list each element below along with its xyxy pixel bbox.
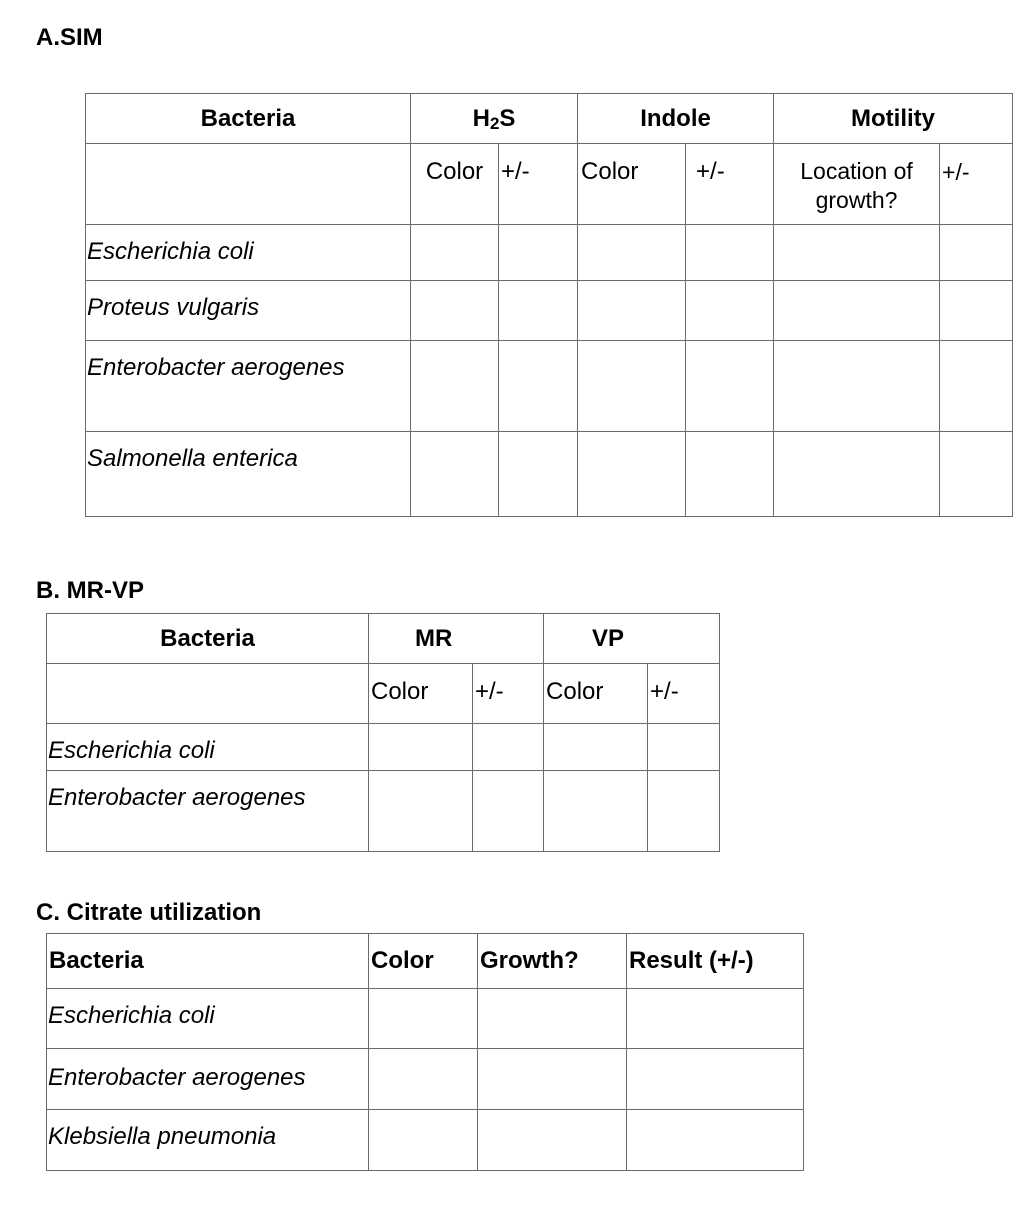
mrvp-input-cell[interactable] — [473, 724, 544, 771]
sim-row-bacteria: Proteus vulgaris — [86, 281, 411, 341]
sim-input-cell[interactable] — [774, 341, 940, 432]
mrvp-subheader-blank — [47, 664, 369, 724]
sim-input-cell[interactable] — [499, 281, 578, 341]
sim-input-cell[interactable] — [499, 341, 578, 432]
sim-input-cell[interactable] — [940, 281, 1013, 341]
mrvp-header-mr: MR — [369, 614, 544, 664]
section-c-title: C. Citrate utilization — [36, 899, 262, 926]
mrvp-subheader-vp-color: Color — [544, 664, 648, 724]
mrvp-row-bacteria: Escherichia coli — [47, 724, 369, 771]
sim-header-motility: Motility — [774, 94, 1013, 144]
sim-header-bacteria: Bacteria — [86, 94, 411, 144]
sim-subheader-indole-pm: +/- — [686, 144, 774, 225]
citrate-input-cell[interactable] — [627, 1049, 804, 1110]
sim-input-cell[interactable] — [411, 225, 499, 281]
mrvp-input-cell[interactable] — [473, 771, 544, 852]
sim-header-indole: Indole — [578, 94, 774, 144]
citrate-header-color: Color — [369, 934, 478, 989]
mrvp-subheader-mr-pm: +/- — [473, 664, 544, 724]
mrvp-input-cell[interactable] — [544, 771, 648, 852]
citrate-header-result: Result (+/-) — [627, 934, 804, 989]
sim-row-bacteria: Escherichia coli — [86, 225, 411, 281]
mrvp-input-cell[interactable] — [648, 771, 720, 852]
citrate-input-cell[interactable] — [478, 989, 627, 1049]
sim-input-cell[interactable] — [411, 341, 499, 432]
citrate-table — [46, 933, 804, 1171]
sim-subheader-indole-color: Color — [578, 144, 686, 225]
sim-input-cell[interactable] — [578, 225, 686, 281]
sim-input-cell[interactable] — [940, 432, 1013, 517]
mrvp-input-cell[interactable] — [544, 724, 648, 771]
sim-input-cell[interactable] — [578, 281, 686, 341]
sim-subheader-h2s-color: Color — [411, 144, 499, 225]
citrate-input-cell[interactable] — [478, 1110, 627, 1171]
sim-input-cell[interactable] — [578, 341, 686, 432]
sim-input-cell[interactable] — [940, 225, 1013, 281]
sim-subheader-motility-pm: +/- — [940, 144, 1013, 225]
mrvp-subheader-mr-color: Color — [369, 664, 473, 724]
mrvp-header-vp: VP — [544, 614, 720, 664]
citrate-row-bacteria: Escherichia coli — [47, 989, 369, 1049]
citrate-input-cell[interactable] — [627, 1110, 804, 1171]
sim-subheader-motility-location: Location of growth? — [774, 144, 940, 225]
mrvp-header-bacteria: Bacteria — [47, 614, 369, 664]
sim-table — [85, 93, 1013, 517]
citrate-input-cell[interactable] — [478, 1049, 627, 1110]
sim-row-bacteria: Salmonella enterica — [86, 432, 411, 517]
sim-input-cell[interactable] — [499, 225, 578, 281]
sim-input-cell[interactable] — [578, 432, 686, 517]
sim-input-cell[interactable] — [686, 432, 774, 517]
sim-header-h2s: $H_2S$ — [411, 94, 578, 144]
sim-input-cell[interactable] — [774, 225, 940, 281]
sim-input-cell[interactable] — [686, 341, 774, 432]
citrate-input-cell[interactable] — [369, 1110, 478, 1171]
citrate-input-cell[interactable] — [369, 1049, 478, 1110]
sim-input-cell[interactable] — [499, 432, 578, 517]
sim-subheader-blank — [86, 144, 411, 225]
sim-subheader-h2s-pm: +/- — [499, 144, 578, 225]
sim-input-cell[interactable] — [686, 281, 774, 341]
mrvp-table — [46, 613, 720, 852]
section-b-title: B. MR-VP — [36, 577, 144, 604]
sim-row-bacteria: Enterobacter aerogenes — [86, 341, 411, 432]
mrvp-input-cell[interactable] — [648, 724, 720, 771]
mrvp-row-bacteria: Enterobacter aerogenes — [47, 771, 369, 852]
citrate-row-bacteria: Klebsiella pneumonia — [47, 1110, 369, 1171]
sim-input-cell[interactable] — [774, 432, 940, 517]
sim-input-cell[interactable] — [411, 432, 499, 517]
mrvp-subheader-vp-pm: +/- — [648, 664, 720, 724]
sim-input-cell[interactable] — [411, 281, 499, 341]
sim-input-cell[interactable] — [686, 225, 774, 281]
citrate-header-growth: Growth? — [478, 934, 627, 989]
mrvp-input-cell[interactable] — [369, 724, 473, 771]
section-a-title: A.SIM — [36, 24, 103, 51]
sim-input-cell[interactable] — [774, 281, 940, 341]
citrate-header-bacteria: Bacteria — [47, 934, 369, 989]
mrvp-input-cell[interactable] — [369, 771, 473, 852]
citrate-input-cell[interactable] — [369, 989, 478, 1049]
citrate-row-bacteria: Enterobacter aerogenes — [47, 1049, 369, 1110]
citrate-input-cell[interactable] — [627, 989, 804, 1049]
sim-input-cell[interactable] — [940, 341, 1013, 432]
